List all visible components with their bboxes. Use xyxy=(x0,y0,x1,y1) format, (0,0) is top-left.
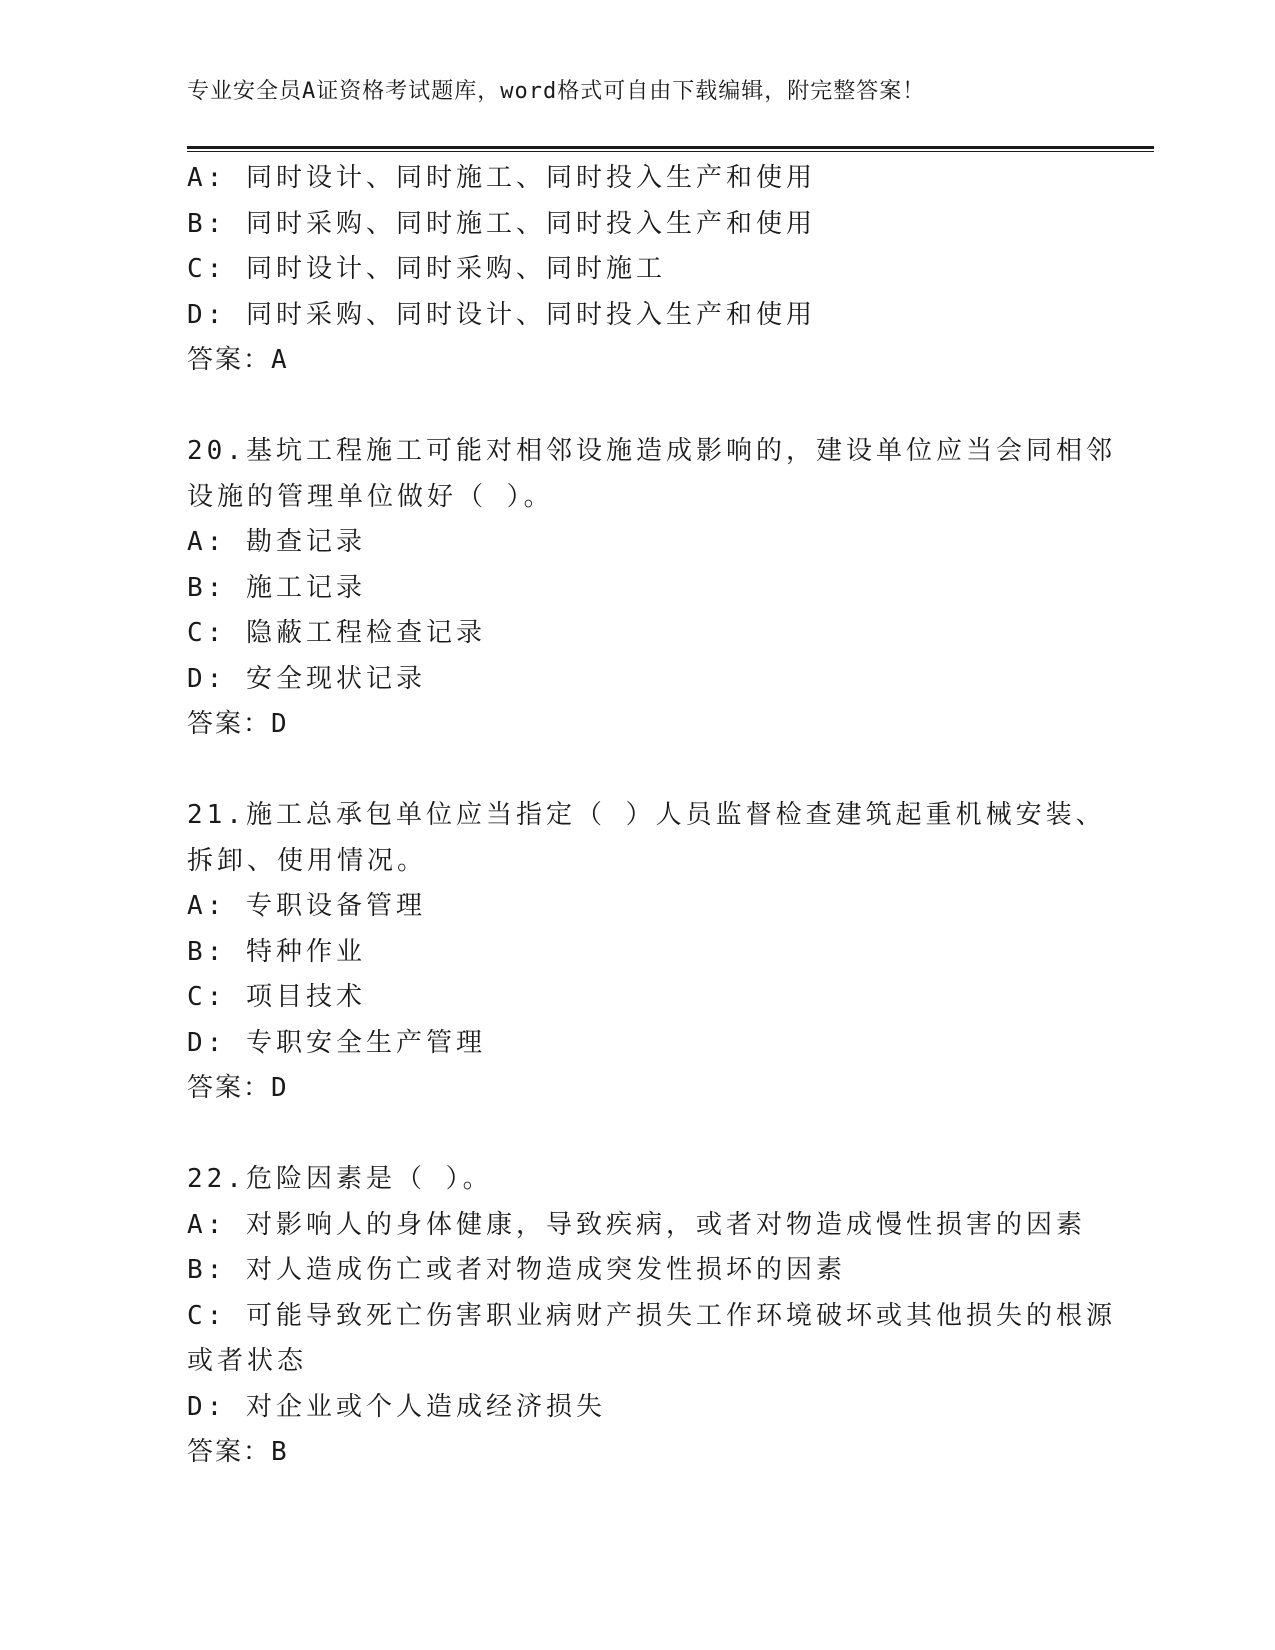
question-list xyxy=(187,156,1116,1476)
answer: 答案：D xyxy=(187,1073,289,1103)
option-c: C: 可能导致死亡伤害职业病财产损失工作环境破坏或其他损失的根源 xyxy=(187,1300,1116,1331)
header-rule-thick xyxy=(187,146,1154,149)
option-a: A: 对影响人的身体健康，导致疾病，或者对物造成慢性损害的因素 xyxy=(187,1209,1086,1240)
spacer xyxy=(187,1112,1087,1158)
question-stem-continued: 设施的管理单位做好（ ）。 xyxy=(187,481,554,512)
option-c: C: 项目技术 xyxy=(187,982,366,1012)
question-stem: 21.施工总承包单位应当指定（ ）人员监督检查建筑起重机械安装、 xyxy=(187,800,1106,830)
answer: 答案：B xyxy=(187,1437,289,1467)
option-a: A: 勘查记录 xyxy=(187,527,366,557)
question-20 xyxy=(187,429,1116,748)
question-stem: 22.危险因素是（ ）。 xyxy=(187,1164,493,1194)
answer: 答案：D xyxy=(187,709,289,739)
option-b: B: 施工记录 xyxy=(187,572,366,603)
spacer xyxy=(187,384,1087,430)
page-header: 专业安全员A证资格考试题库，word格式可自由下载编辑，附完整答案！ xyxy=(187,79,926,104)
option-c: C: 同时设计、同时采购、同时施工 xyxy=(187,254,666,284)
option-c: C: 隐蔽工程检查记录 xyxy=(187,618,486,648)
question-22 xyxy=(187,1157,1116,1476)
question-stem-continued: 拆卸、使用情况。 xyxy=(187,845,428,876)
answer: 答案：A xyxy=(187,345,289,375)
option-d: D: 安全现状记录 xyxy=(187,663,426,694)
spacer xyxy=(187,748,1087,794)
option-d: D: 专职安全生产管理 xyxy=(187,1027,486,1058)
option-d: D: 对企业或个人造成经济损失 xyxy=(187,1391,606,1422)
option-c-continued: 或者状态 xyxy=(187,1346,308,1376)
question-stem: 20.基坑工程施工可能对相邻设施造成影响的，建设单位应当会同相邻 xyxy=(187,436,1116,466)
question-21 xyxy=(187,793,1106,1112)
option-b: B: 同时采购、同时施工、同时投入生产和使用 xyxy=(187,208,816,239)
option-d: D: 同时采购、同时设计、同时投入生产和使用 xyxy=(187,299,816,330)
question-19 xyxy=(187,156,1087,384)
option-a: A: 专职设备管理 xyxy=(187,891,426,921)
option-b: B: 对人造成伤亡或者对物造成突发性损坏的因素 xyxy=(187,1255,846,1285)
header-rule-thin xyxy=(187,151,1154,152)
option-b: B: 特种作业 xyxy=(187,936,366,967)
option-a: A: 同时设计、同时施工、同时投入生产和使用 xyxy=(187,163,816,193)
